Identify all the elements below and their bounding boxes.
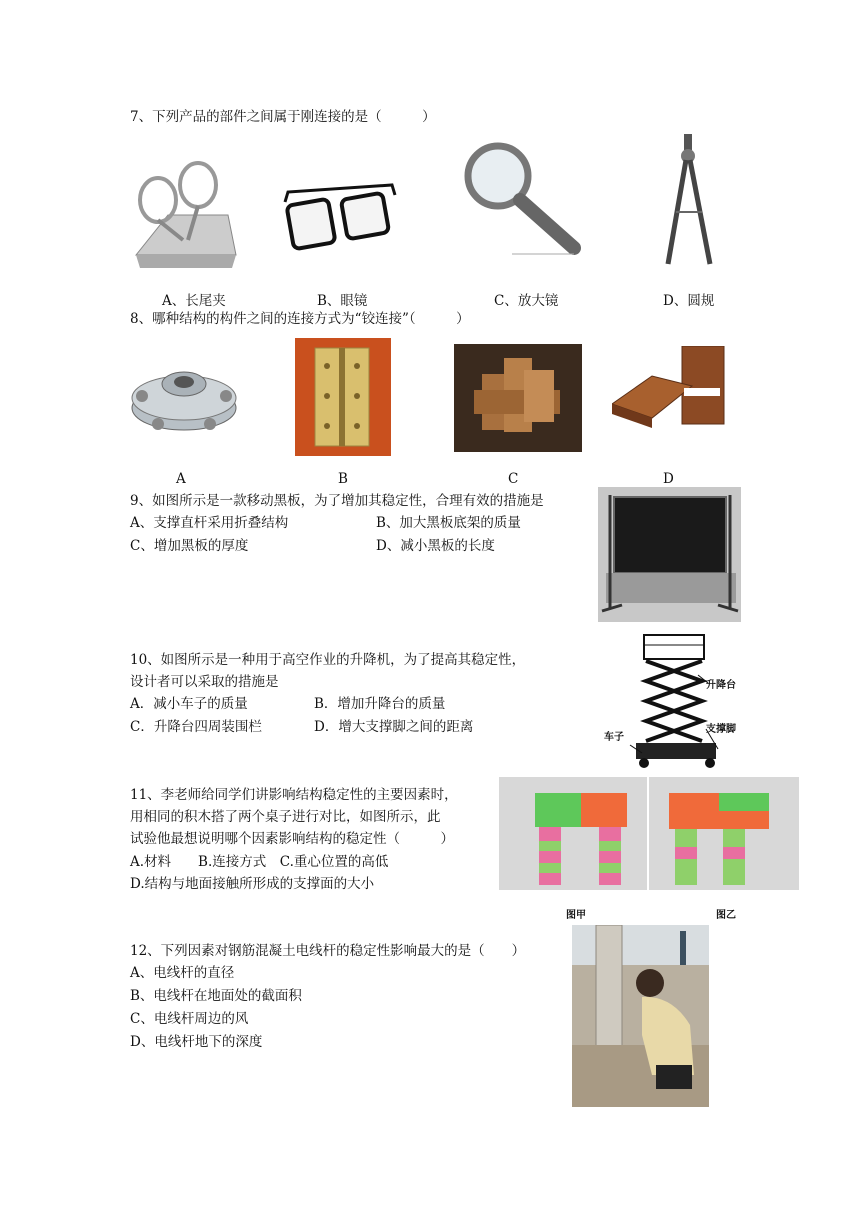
q12-option-b: B、电线杆在地面处的截面积 (130, 988, 302, 1004)
q9-option-b: B、加大黑板底架的质量 (376, 515, 521, 531)
q10-option-b: B．增加升降台的质量 (314, 696, 446, 712)
q8-option-a: A (176, 471, 186, 487)
q8-option-d: D (663, 471, 674, 487)
lift-leg-label: 支撑脚 (706, 724, 736, 735)
mortise-joint-image (612, 346, 730, 446)
wooden-puzzle-image (454, 344, 582, 452)
compass-image (660, 132, 718, 272)
scissor-lift-image (602, 633, 782, 773)
q10-option-a: A．减小车子的质量 (130, 696, 248, 712)
q8-option-b: B (338, 471, 348, 487)
q9-option-d: D、减小黑板的长度 (376, 538, 495, 554)
q7-option-c: C、放大镜 (494, 293, 559, 309)
q9-option-c: C、增加黑板的厚度 (130, 538, 249, 554)
figure-a-label: 图甲 (566, 910, 586, 921)
question-12-stem: 12、下列因素对钢筋混凝土电线杆的稳定性影响最大的是（ ） (130, 943, 526, 959)
figure-b-label: 图乙 (716, 910, 736, 921)
q7-option-d: D、圆规 (663, 293, 715, 309)
lift-car-label: 车子 (604, 732, 624, 743)
q11-stem-line1: 11、李老师给同学们讲影响结构稳定性的主要因素时， (130, 787, 458, 803)
q10-stem-line2: 设计者可以采取的措施是 (130, 674, 279, 690)
q12-option-c: C、电线杆周边的风 (130, 1011, 249, 1027)
question-9-stem: 9、如图所示是一款移动黑板，为了增加其稳定性，合理有效的措施是 (130, 493, 544, 509)
q8-option-c: C (508, 471, 519, 487)
q12-option-a: A、电线杆的直径 (130, 965, 235, 981)
q11-stem-line2: 用相同的积木搭了两个桌子进行对比，如图所示，此 (130, 809, 441, 825)
hinge-image (295, 338, 391, 456)
q10-option-c: C．升降台四周装围栏 (130, 719, 262, 735)
q10-option-d: D．增大支撑脚之间的距离 (314, 719, 474, 735)
utility-pole-photo (572, 925, 709, 1107)
lego-tables-image (499, 777, 799, 890)
lift-platform-label: 升降台 (706, 680, 736, 691)
question-8-stem: 8、哪种结构的构件之间的连接方式为“铰连接”（ ） (130, 311, 470, 327)
magnifier-image (462, 140, 588, 258)
question-7-stem: 7、下列产品的部件之间属于刚连接的是（ ） (130, 109, 436, 125)
q9-option-a: A、支撑直杆采用折叠结构 (130, 515, 289, 531)
q7-option-b: B、眼镜 (317, 293, 368, 309)
q10-stem-line1: 10、如图所示是一种用于高空作业的升降机，为了提高其稳定性， (130, 652, 526, 668)
q12-option-d: D、电线杆地下的深度 (130, 1034, 263, 1050)
q11-options-line: A.材料 B.连接方式 C.重心位置的高低 (130, 854, 389, 870)
mobile-blackboard-image (598, 487, 741, 622)
q7-option-a: A、长尾夹 (162, 293, 226, 309)
flange-image (128, 360, 240, 442)
q11-stem-line3: 试验他最想说明哪个因素影响结构的稳定性（ ） (130, 831, 454, 847)
q11-option-d: D.结构与地面接触所形成的支撑面的大小 (130, 876, 375, 892)
binder-clip-image (128, 160, 240, 275)
glasses-image (280, 180, 398, 252)
